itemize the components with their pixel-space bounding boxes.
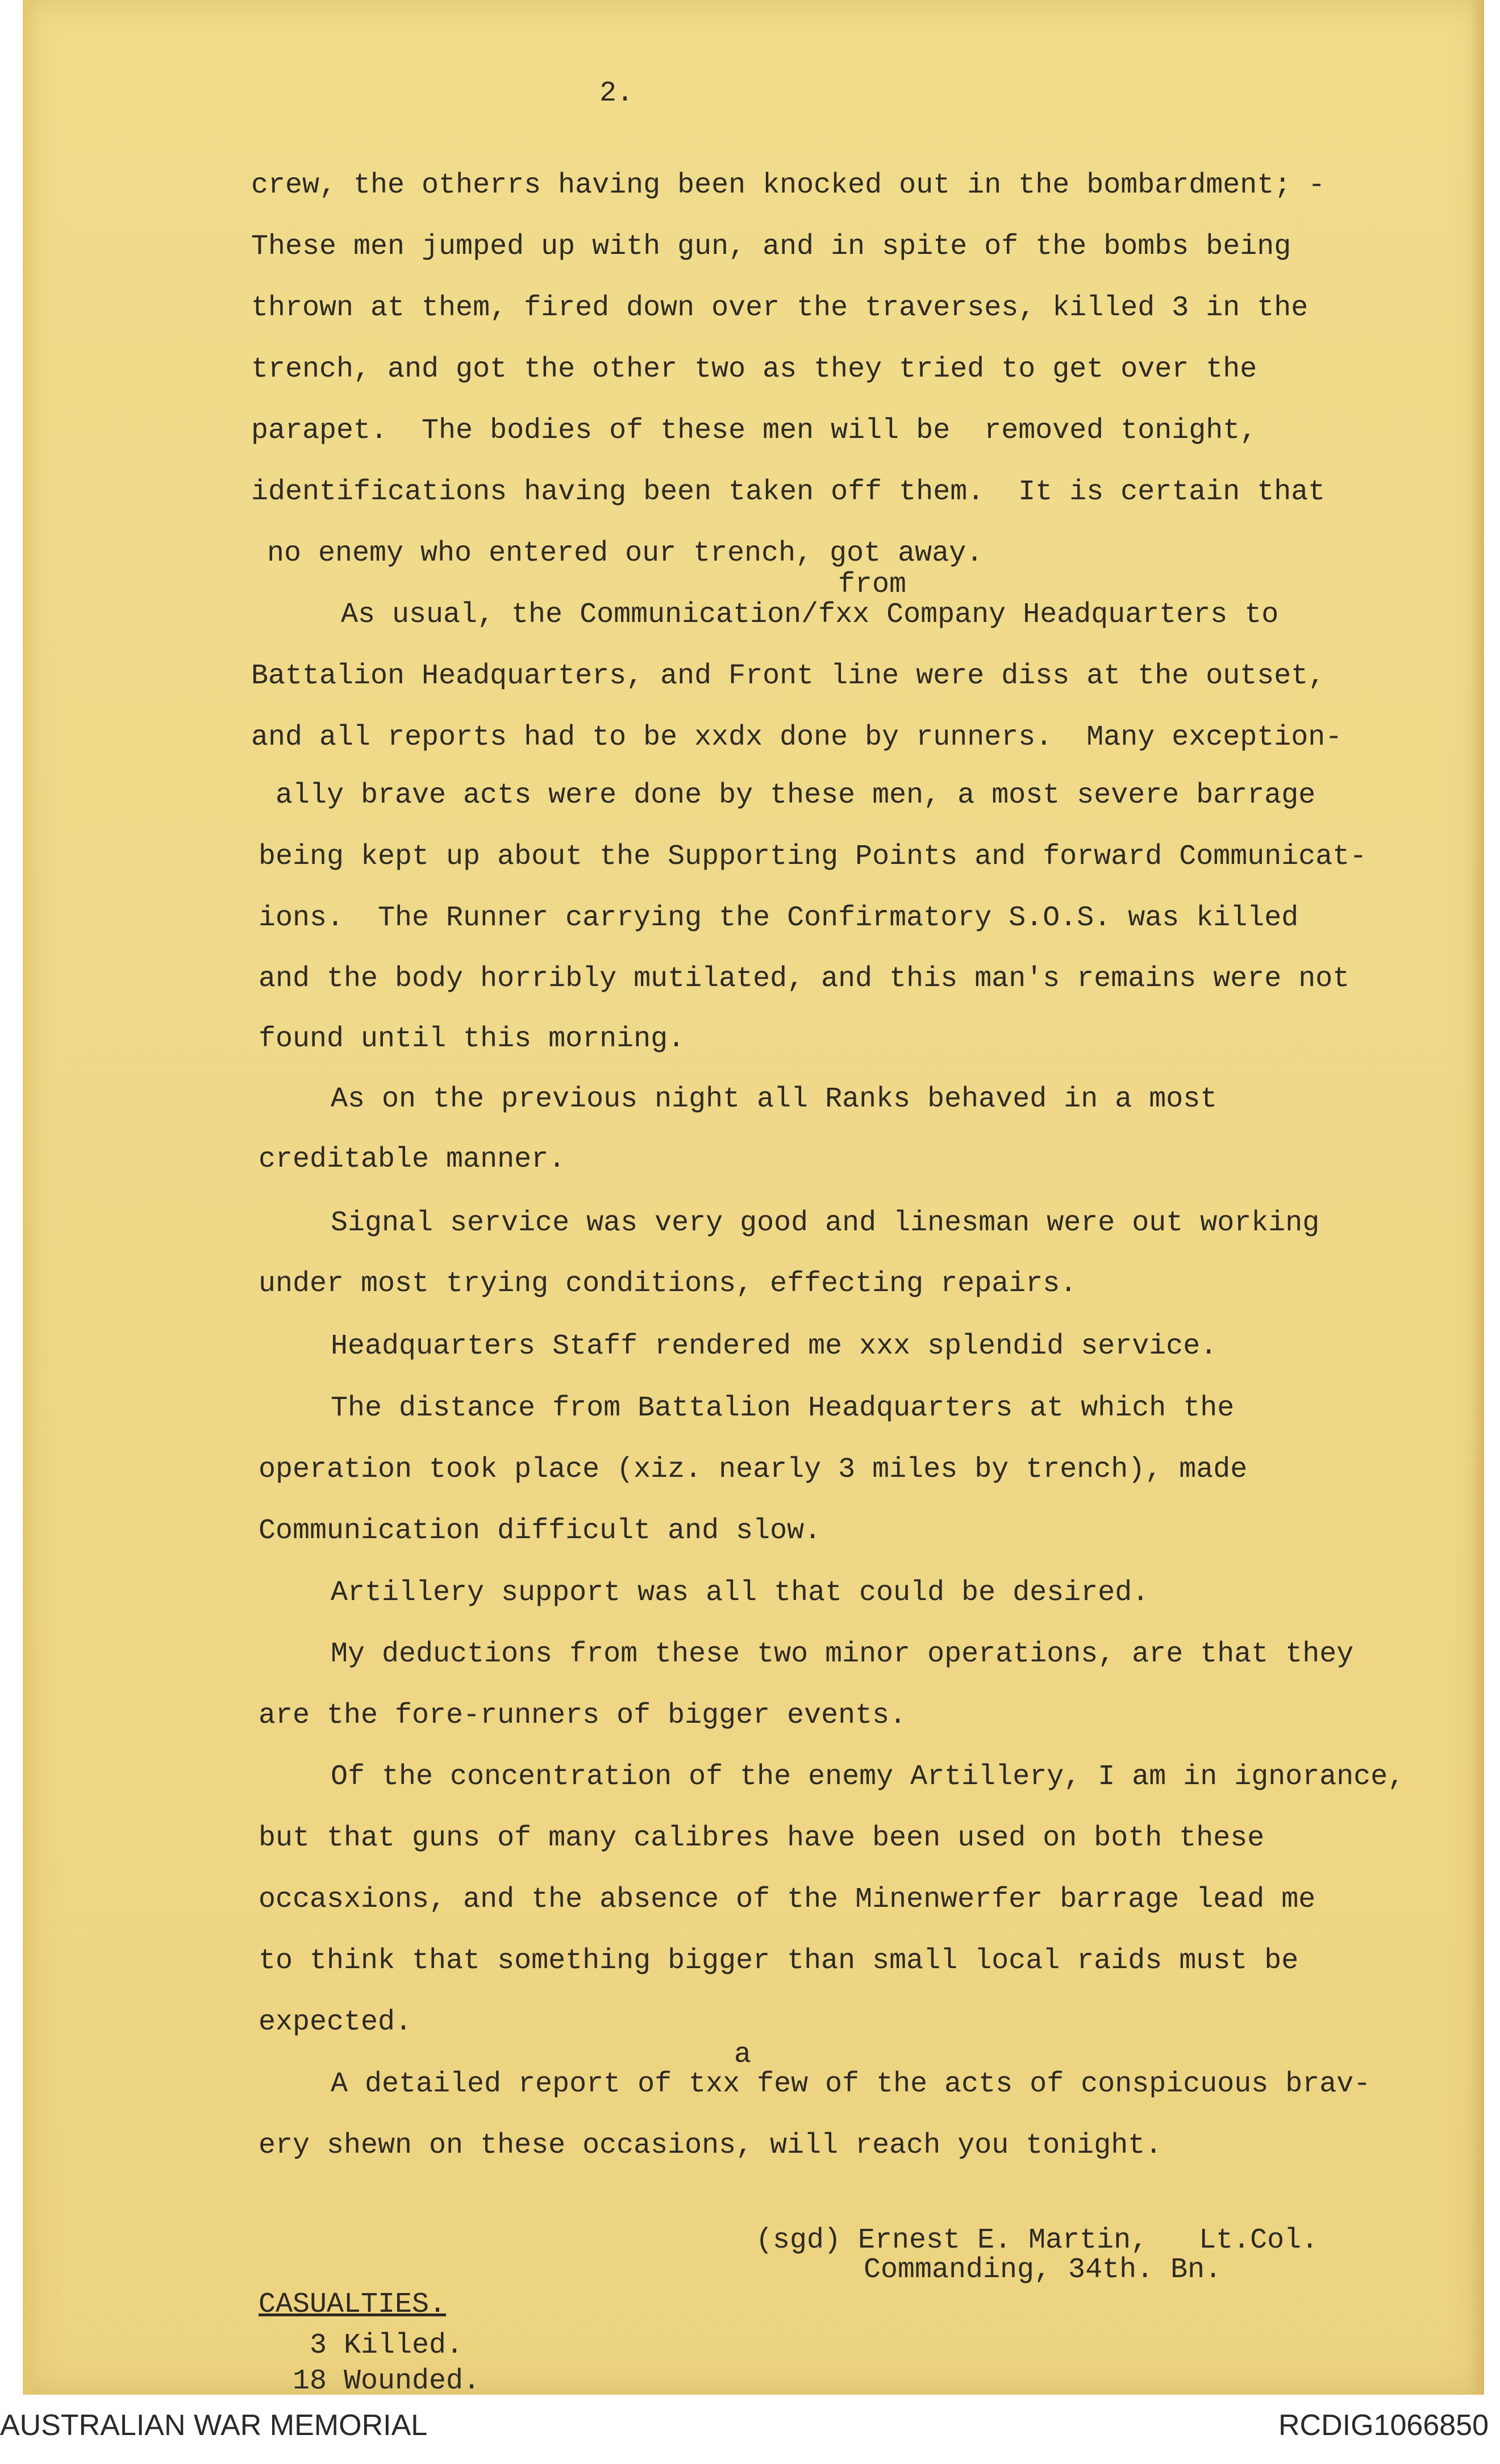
body-line: Battalion Headquarters, and Front line were diss at the outset,: [251, 660, 1326, 692]
body-line: and all reports had to be xxdx done by runners. Many exception-: [251, 721, 1343, 754]
footer-record-id: RCDIG1066850: [1278, 2409, 1489, 2442]
signature-line-1: (sgd) Ernest E. Martin, Lt.Col.: [756, 2224, 1319, 2257]
body-line: These men jumped up with gun, and in spite of the bombs being: [251, 231, 1291, 263]
body-line: creditable manner.: [259, 1143, 566, 1176]
body-line: Communication difficult and slow.: [259, 1515, 822, 1547]
body-line: but that guns of many calibres have been used on both these: [259, 1822, 1265, 1855]
casualties-wounded: 18 Wounded.: [293, 2365, 481, 2398]
body-line: Headquarters Staff rendered me xxx splendid service.: [331, 1330, 1218, 1363]
body-line: Of the concentration of the enemy Artillery, I am in ignorance,: [331, 1761, 1405, 1793]
body-line: ions. The Runner carrying the Confirmatory S.O.S. was killed: [259, 902, 1299, 934]
body-line: Artillery support was all that could be desired.: [331, 1577, 1149, 1609]
body-line: under most trying conditions, effecting repairs.: [259, 1268, 1077, 1300]
body-line: and the body horribly mutilated, and this man's remains were not: [259, 963, 1350, 995]
body-line: Signal service was very good and linesman were out working: [331, 1207, 1320, 1239]
handwritten-insert-a: a: [734, 2039, 752, 2071]
body-line: As usual, the Communication/fxx Company Headquarters to: [341, 599, 1279, 631]
page-edge-right: [1470, 0, 1484, 2395]
casualties-killed: 3 Killed.: [310, 2329, 464, 2362]
body-line: being kept up about the Supporting Points and forward Communicat-: [259, 841, 1367, 873]
body-line: As on the previous night all Ranks behaved in a most: [331, 1083, 1218, 1116]
body-line: expected.: [259, 2006, 413, 2039]
body-line: The distance from Battalion Headquarters at which the: [331, 1392, 1235, 1425]
casualties-heading: CASUALTIES.: [259, 2288, 447, 2321]
body-line: occasxions, and the absence of the Minenwerfer barrage lead me: [259, 1884, 1316, 1916]
body-line: are the fore-runners of bigger events.: [259, 1699, 907, 1732]
body-line: trench, and got the other two as they tried to get over the: [251, 353, 1257, 386]
body-line: A detailed report of txx few of the acts of conspicuous brav-: [331, 2068, 1371, 2100]
signature-line-2: Commanding, 34th. Bn.: [864, 2254, 1222, 2286]
body-line: ally brave acts were done by these men, a most severe barrage: [276, 779, 1316, 812]
body-line: found until this morning.: [259, 1023, 685, 1055]
page-edge-left: [23, 0, 36, 2395]
page-number: 2.: [599, 77, 634, 110]
body-line: no enemy who entered our trench, got away.: [267, 537, 984, 570]
body-line: operation took place (xiz. nearly 3 miles by trench), made: [259, 1454, 1248, 1486]
body-line: ery shewn on these occasions, will reach you tonight.: [259, 2129, 1162, 2162]
body-line: thrown at them, fired down over the traverses, killed 3 in the: [251, 292, 1309, 324]
body-line: parapet. The bodies of these men will be removed tonight,: [251, 415, 1257, 447]
body-line: My deductions from these two minor operations, are that they: [331, 1638, 1354, 1670]
footer-institution: AUSTRALIAN WAR MEMORIAL: [0, 2409, 428, 2442]
body-line: identifications having been taken off them. It is certain that: [251, 476, 1326, 508]
handwritten-insert-from: from: [838, 569, 907, 601]
body-line: crew, the otherrs having been knocked out in the bombardment; -: [251, 169, 1326, 202]
body-line: to think that something bigger than small local raids must be: [259, 1945, 1299, 1977]
